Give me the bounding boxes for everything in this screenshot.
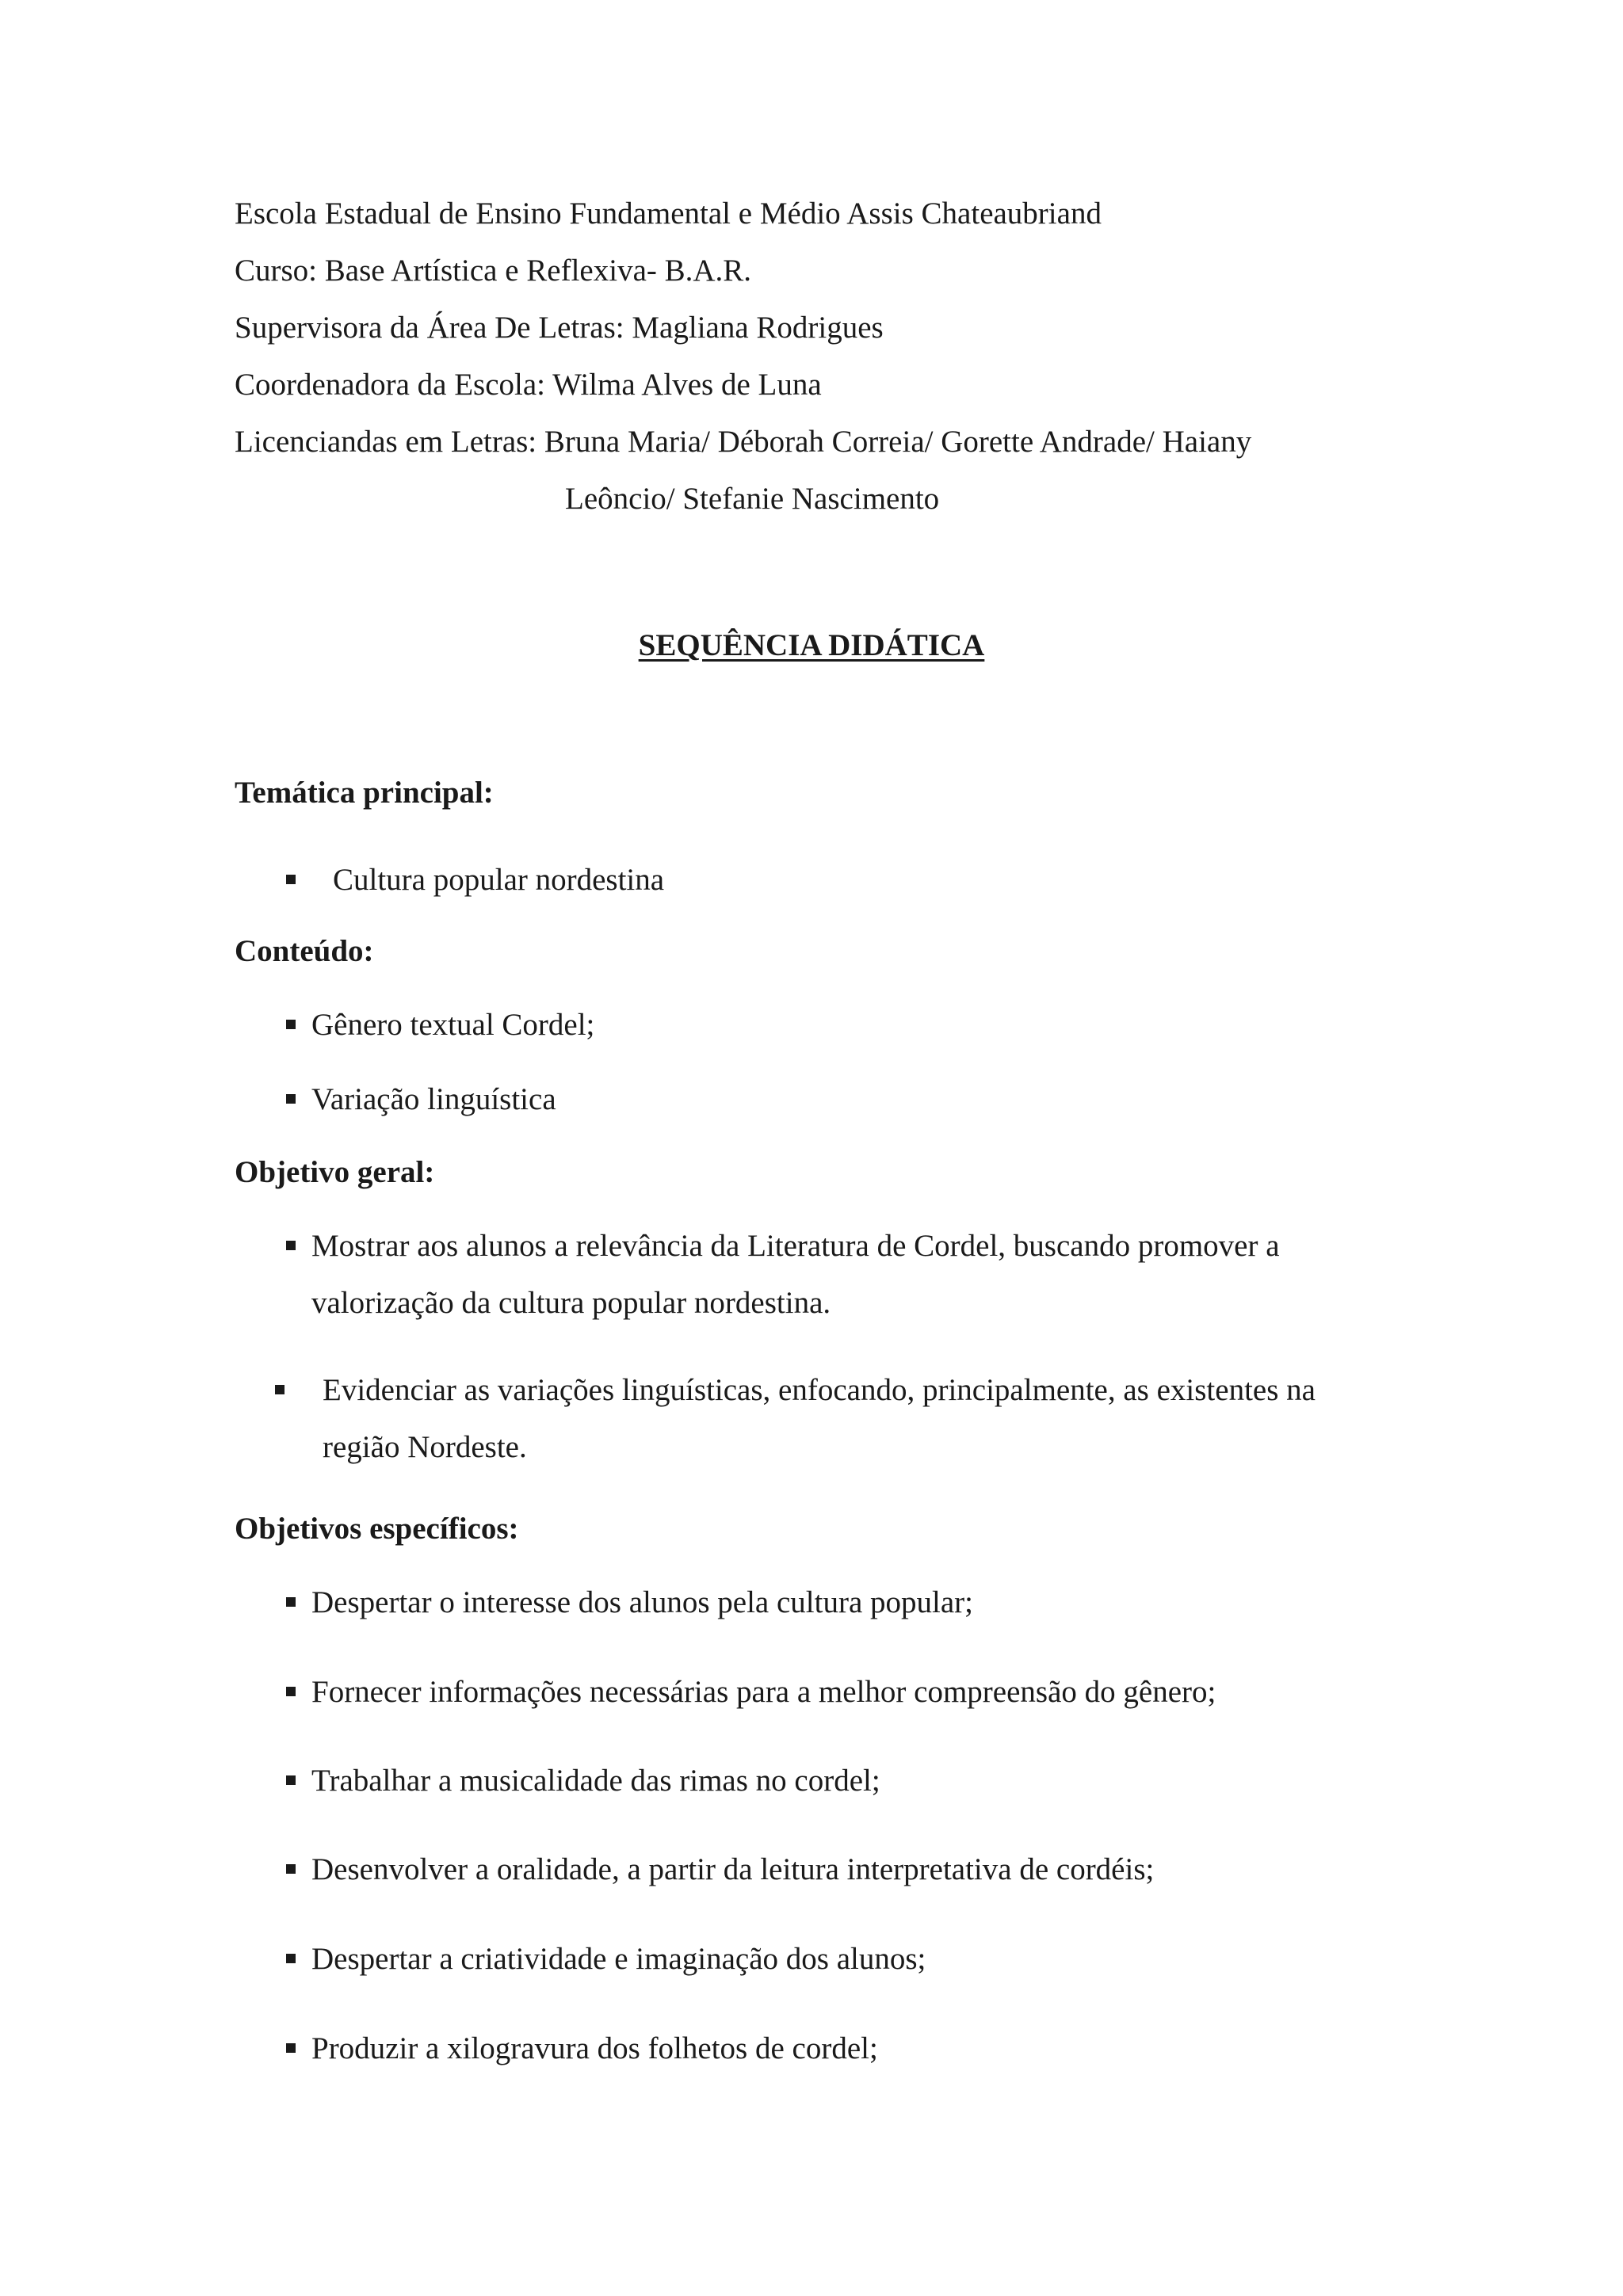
list-item: Desenvolver a oralidade, a partir da leitura interpretativa de cordéis; (311, 1852, 1155, 1886)
list-item: Cultura popular nordestina (333, 863, 665, 897)
students-line-1: Licenciandas em Letras: Bruna Maria/ Déborah Correia/ Gorette Andrade/ Haiany (235, 425, 1252, 459)
list-item: Despertar o interesse dos alunos pela cultura popular; (311, 1585, 973, 1619)
coordinator-name: Coordenadora da Escola: Wilma Alves de Luna (235, 368, 822, 402)
list-item-continuation: valorização da cultura popular nordestina. (311, 1286, 831, 1320)
section-heading-conteudo: Conteúdo: (235, 934, 374, 968)
list-item: Gênero textual Cordel; (311, 1008, 595, 1042)
list-item: Variação linguística (311, 1082, 556, 1116)
list-item-continuation: região Nordeste. (323, 1430, 527, 1464)
bullet-icon (286, 1094, 296, 1104)
bullet-icon (286, 2043, 296, 2053)
bullet-icon (286, 1864, 296, 1874)
list-item: Produzir a xilogravura dos folhetos de cordel; (311, 2031, 878, 2065)
bullet-icon (286, 1020, 296, 1029)
school-name: Escola Estadual de Ensino Fundamental e Médio Assis Chateaubriand (235, 196, 1102, 231)
document-title: SEQUÊNCIA DIDÁTICA (638, 628, 985, 662)
list-item: Fornecer informações necessárias para a melhor compreensão do gênero; (311, 1675, 1216, 1709)
section-heading-tematica: Temática principal: (235, 776, 494, 810)
supervisor-name: Supervisora da Área De Letras: Magliana Rodrigues (235, 311, 884, 345)
bullet-icon (275, 1385, 285, 1394)
bullet-icon (286, 1241, 296, 1250)
section-heading-objetivo-geral: Objetivo geral: (235, 1155, 435, 1189)
bullet-icon (286, 1597, 296, 1607)
bullet-icon (286, 1775, 296, 1785)
bullet-icon (286, 1687, 296, 1696)
list-item: Despertar a criatividade e imaginação dos alunos; (311, 1942, 926, 1976)
students-line-2: Leôncio/ Stefanie Nascimento (565, 482, 940, 516)
list-item: Evidenciar as variações linguísticas, enfocando, principalmente, as existentes na (323, 1373, 1316, 1407)
section-heading-objetivos-especificos: Objetivos específicos: (235, 1512, 519, 1546)
course-name: Curso: Base Artística e Reflexiva- B.A.R. (235, 254, 752, 288)
list-item: Trabalhar a musicalidade das rimas no cordel; (311, 1764, 880, 1798)
bullet-icon (286, 1954, 296, 1963)
bullet-icon (286, 875, 296, 884)
list-item: Mostrar aos alunos a relevância da Literatura de Cordel, buscando promover a (311, 1229, 1280, 1263)
